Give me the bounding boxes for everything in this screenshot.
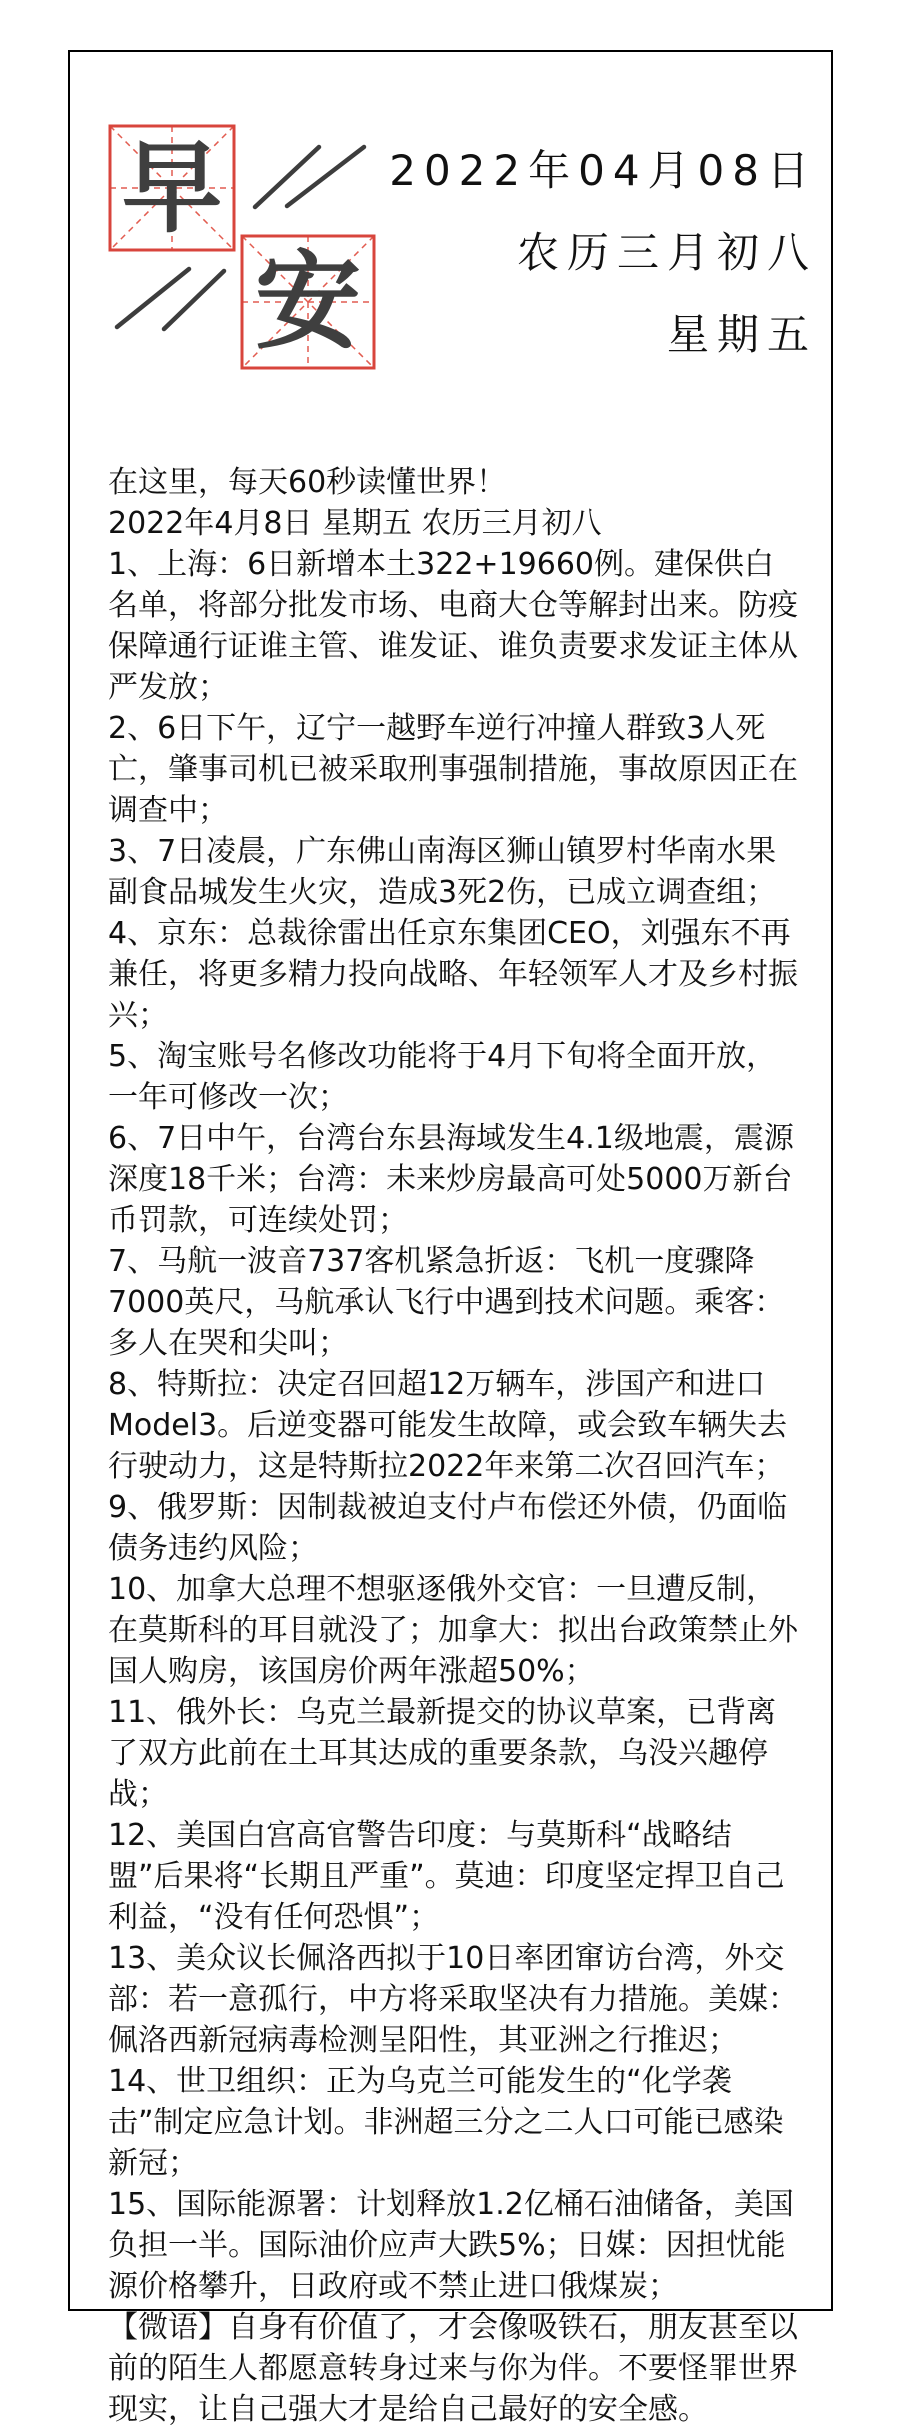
news-item: 7、马航一波音737客机紧急折返：飞机一度骤降7000英尺，马航承认飞行中遇到技术问题。乘客：多人在哭和尖叫； [108,1244,785,1361]
content-frame [68,50,833,2427]
news-item: 3、7日凌晨，广东佛山南海区狮山镇罗村华南水果副食品城发生火灾，造成3死2伤，已成立调查组； [108,834,777,910]
news-item: 2、6日下午，辽宁一越野车逆行冲撞人群致3人死亡，肇事司机已被采取刑事强制措施，事故原因正在调查中； [108,711,798,828]
dateline [389,130,817,376]
news-item: 6、7日中午，台湾台东县海域发生4.1级地震，震源深度18千米；台湾：未来炒房最高可处5000万新台币罚款，可连续处罚； [108,1121,794,1238]
dateline-gregorian: 2022年04月08日 [389,146,817,195]
logo-char-an: 安 [255,240,361,364]
logo-char-zao: 早 [122,129,222,247]
news-item: 4、京东：总裁徐雷出任京东集团CEO，刘强东不再兼任，将更多精力投向战略、年轻领军人才及乡村振兴； [108,916,798,1033]
decorative-slashes-top [255,147,364,207]
weiyu-quote: 【微语】自身有价值了，才会像吸铁石，朋友甚至以前的陌生人都愿意转身过来与你为伴。不要怪罪世界现实，让自己强大才是给自己最好的安全感。 [108,2310,798,2427]
dateline-weekday: 星期五 [666,310,817,359]
decorative-slashes-bottom [117,269,224,329]
date-heading: 2022年4月8日 星期五 农历三月初八 [108,506,602,541]
news-body [108,462,802,2430]
news-item: 15、国际能源署：计划释放1.2亿桶石油储备，美国负担一半。国际油价应声大跌5%；日媒：因担忧能源价格攀升，日政府或不禁止进口俄煤炭； [108,2187,794,2304]
news-item: 5、淘宝账号名修改功能将于4月下旬将全面开放，一年可修改一次； [108,1039,777,1115]
news-item: 11、俄外长：乌克兰最新提交的协议草案，已背离了双方此前在土耳其达成的重要条款，乌没兴趣停战； [108,1695,777,1812]
calligraphy-grid-box-an [242,236,374,368]
news-item: 8、特斯拉：决定召回超12万辆车，涉国产和进口Model3。后逆变器可能发生故障，或会致车辆失去行驶动力，这是特斯拉2022年来第二次召回汽车； [108,1367,788,1484]
dateline-lunar: 农历三月初八 [516,228,817,277]
news-item: 1、上海：6日新增本土322+19660例。建保供白名单，将部分批发市场、电商大仓等解封出来。防疫保障通行证谁主管、谁发证、谁负责要求发证主体从严发放； [108,547,798,705]
news-item: 9、俄罗斯：因制裁被迫支付卢布偿还外债，仍面临债务违约风险； [108,1490,788,1566]
zaoan-logo [100,114,400,399]
news-item: 13、美众议长佩洛西拟于10日率团窜访台湾，外交部：若一意孤行，中方将采取坚决有力措施。美媒：佩洛西新冠病毒检测呈阳性，其亚洲之行推迟； [108,1941,798,2058]
news-item: 12、美国白宫高官警告印度：与莫斯科“战略结盟”后果将“长期且严重”。莫迪：印度坚定捍卫自己利益，“没有任何恐惧”； [108,1818,785,1935]
news-item: 14、世卫组织：正为乌克兰可能发生的“化学袭击”制定应急计划。非洲超三分之二人口可能已感染新冠； [108,2064,784,2181]
intro-line: 在这里，每天60秒读懂世界！ [108,465,507,500]
news-item: 10、加拿大总理不想驱逐俄外交官：一旦遭反制，在莫斯科的耳目就没了；加拿大：拟出台政策禁止外国人购房，该国房价两年涨超50%； [108,1572,798,1689]
calligraphy-grid-box-zao [110,126,234,250]
